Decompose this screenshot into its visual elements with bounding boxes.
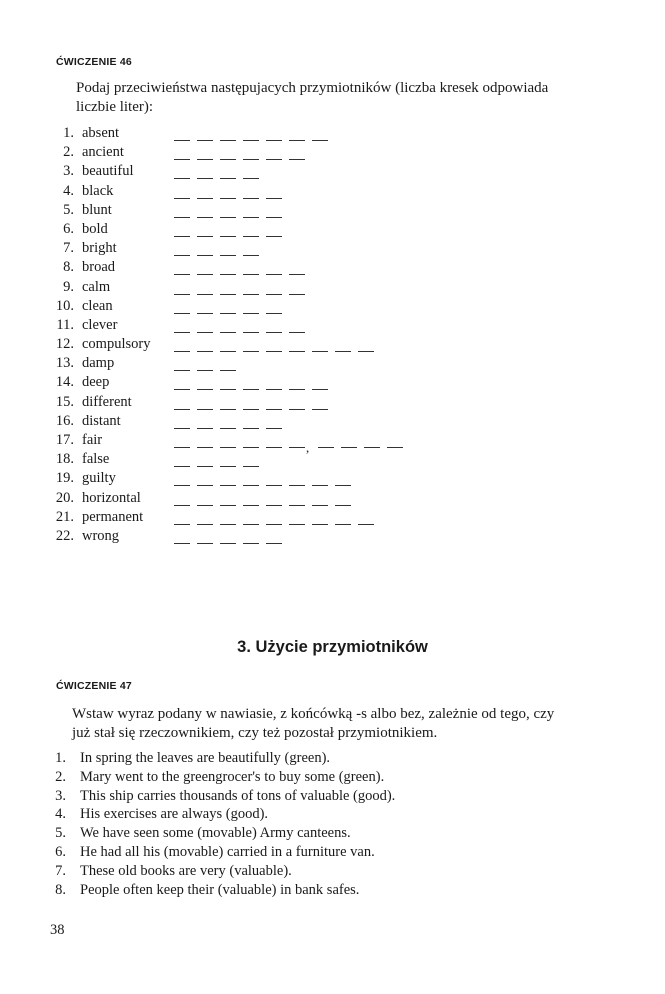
letter-blank — [266, 389, 282, 390]
letter-blank — [174, 140, 190, 141]
letter-blank — [266, 140, 282, 141]
sentence-text: People often keep their (valuable) in bank safes. — [80, 881, 360, 898]
letter-blank — [335, 505, 351, 506]
letter-blank — [174, 370, 190, 371]
answer-blanks — [174, 271, 312, 275]
letter-blank — [243, 351, 259, 352]
letter-blank — [358, 351, 374, 352]
letter-blank — [266, 236, 282, 237]
letter-blank — [243, 217, 259, 218]
letter-blank — [220, 370, 236, 371]
sentence-number: 4. — [55, 806, 66, 823]
letter-blank — [174, 543, 190, 544]
letter-blank — [174, 409, 190, 410]
sentence-text: We have seen some (movable) Army canteens. — [80, 825, 351, 842]
letter-blank — [289, 485, 305, 486]
letter-blank — [266, 332, 282, 333]
item-word: bold — [82, 220, 108, 237]
item-number: 16. — [55, 412, 74, 429]
answer-blanks — [174, 195, 289, 199]
letter-blank — [289, 389, 305, 390]
letter-blank — [220, 294, 236, 295]
letter-blank — [243, 178, 259, 179]
letter-blank — [197, 332, 213, 333]
answer-blanks — [174, 463, 266, 467]
letter-blank — [289, 447, 305, 448]
item-word: calm — [82, 278, 111, 295]
answer-blanks — [174, 540, 289, 544]
letter-blank — [174, 294, 190, 295]
letter-blank — [220, 236, 236, 237]
letter-blank — [266, 543, 282, 544]
letter-blank — [289, 140, 305, 141]
letter-blank — [341, 447, 357, 448]
sentence-text: He had all his (movable) carried in a furniture van. — [80, 843, 375, 860]
letter-blank — [174, 198, 190, 199]
answer-blanks — [174, 233, 289, 237]
instruction-line-1: Podaj przeciwieństwa następujacych przymiotników (liczba kresek odpowiada — [76, 80, 549, 96]
letter-blank — [289, 274, 305, 275]
letter-blank — [197, 524, 213, 525]
letter-blank — [220, 466, 236, 467]
letter-blank — [220, 524, 236, 525]
letter-blank — [197, 485, 213, 486]
letter-blank — [220, 485, 236, 486]
instruction-line-2: liczbie liter): — [76, 99, 154, 115]
letter-blank — [174, 524, 190, 525]
letter-blank — [220, 313, 236, 314]
letter-blank — [243, 466, 259, 467]
sentence-text: These old books are very (valuable). — [80, 862, 292, 879]
letter-blank — [174, 274, 190, 275]
item-number: 4. — [63, 182, 74, 199]
sentence-number: 3. — [55, 787, 66, 804]
item-word: permanent — [82, 508, 144, 525]
letter-blank — [289, 332, 305, 333]
letter-blank — [266, 428, 282, 429]
letter-blank — [197, 159, 213, 160]
letter-blank — [335, 485, 351, 486]
letter-blank — [197, 428, 213, 429]
answer-blanks — [174, 214, 289, 218]
letter-blank — [174, 236, 190, 237]
sentence-number: 2. — [55, 768, 66, 785]
letter-blank — [243, 332, 259, 333]
answer-blanks — [174, 329, 312, 333]
letter-blank — [387, 447, 403, 448]
letter-blank — [174, 447, 190, 448]
section-title: 3. Użycie przymiotników — [237, 638, 428, 656]
answer-blanks — [174, 291, 312, 295]
item-word: wrong — [82, 527, 120, 544]
instruction-line-2: już stał się rzeczownikiem, czy też pozostał przymiotnikiem. — [72, 725, 438, 741]
sentence-number: 6. — [55, 843, 66, 860]
sentence-number: 5. — [55, 825, 66, 842]
letter-blank — [197, 543, 213, 544]
item-number: 7. — [63, 240, 74, 257]
sentence-text: Mary went to the greengrocer's to buy some (green). — [80, 768, 385, 785]
letter-blank — [312, 409, 328, 410]
sentence-number: 8. — [55, 881, 66, 898]
letter-blank — [318, 447, 334, 448]
answer-blanks — [174, 482, 358, 486]
exercise-47-label: ĆWICZENIE 47 — [56, 680, 132, 692]
letter-blank — [266, 217, 282, 218]
letter-blank — [197, 274, 213, 275]
item-number: 19. — [55, 470, 74, 487]
letter-blank — [266, 351, 282, 352]
letter-blank — [174, 159, 190, 160]
sentence-text: This ship carries thousands of tons of valuable (good). — [80, 787, 396, 804]
item-word: horizontal — [82, 489, 141, 506]
item-word: absent — [82, 125, 120, 141]
letter-blank — [197, 255, 213, 256]
item-word: black — [82, 182, 114, 199]
letter-blank — [220, 159, 236, 160]
letter-blank — [266, 159, 282, 160]
letter-blank — [243, 485, 259, 486]
item-word: ancient — [82, 144, 124, 161]
letter-blank — [335, 351, 351, 352]
item-word: broad — [82, 259, 116, 276]
answer-blanks — [174, 310, 289, 314]
item-number: 2. — [63, 144, 74, 161]
letter-blank — [174, 389, 190, 390]
item-word: clean — [82, 297, 113, 314]
item-number: 13. — [55, 355, 74, 372]
comma-separator: , — [306, 440, 310, 455]
letter-blank — [266, 274, 282, 275]
letter-blank — [266, 485, 282, 486]
sentence-number: 7. — [55, 862, 66, 879]
letter-blank — [174, 178, 190, 179]
answer-blanks — [174, 137, 335, 141]
item-word: fair — [82, 432, 103, 448]
item-word: damp — [82, 355, 115, 372]
letter-blank — [220, 217, 236, 218]
letter-blank — [220, 140, 236, 141]
letter-blank — [197, 178, 213, 179]
letter-blank — [220, 274, 236, 275]
letter-blank — [197, 294, 213, 295]
letter-blank — [289, 351, 305, 352]
item-number: 10. — [55, 297, 74, 314]
letter-blank — [312, 351, 328, 352]
letter-blank — [312, 140, 328, 141]
letter-blank — [174, 505, 190, 506]
letter-blank — [266, 524, 282, 525]
exercise-46-instruction — [76, 79, 548, 117]
item-word: deep — [82, 374, 110, 391]
answer-blanks — [174, 440, 410, 455]
letter-blank — [312, 389, 328, 390]
letter-blank — [197, 409, 213, 410]
letter-blank — [335, 524, 351, 525]
item-word: different — [82, 393, 132, 410]
letter-blank — [243, 313, 259, 314]
answer-blanks — [174, 425, 289, 429]
item-number: 18. — [55, 451, 74, 468]
item-number: 3. — [63, 163, 74, 180]
item-word: clever — [82, 316, 118, 333]
letter-blank — [266, 198, 282, 199]
letter-blank — [174, 255, 190, 256]
letter-blank — [243, 255, 259, 256]
instruction-line-1: Wstaw wyraz podany w nawiasie, z końcówką -s albo bez, zależnie od tego, czy — [72, 706, 555, 722]
letter-blank — [220, 428, 236, 429]
item-word: beautiful — [82, 163, 134, 180]
letter-blank — [197, 313, 213, 314]
letter-blank — [197, 217, 213, 218]
answer-blanks — [174, 175, 266, 179]
letter-blank — [364, 447, 380, 448]
letter-blank — [289, 505, 305, 506]
letter-blank — [220, 389, 236, 390]
letter-blank — [220, 447, 236, 448]
item-number: 14. — [55, 374, 74, 391]
letter-blank — [312, 524, 328, 525]
item-number: 20. — [55, 489, 74, 506]
letter-blank — [220, 543, 236, 544]
letter-blank — [243, 274, 259, 275]
letter-blank — [220, 178, 236, 179]
letter-blank — [220, 332, 236, 333]
letter-blank — [243, 524, 259, 525]
item-number: 8. — [63, 259, 74, 276]
item-number: 15. — [55, 393, 74, 410]
letter-blank — [266, 447, 282, 448]
item-number: 11. — [56, 316, 74, 333]
letter-blank — [197, 389, 213, 390]
sentence-text: His exercises are always (good). — [80, 806, 269, 823]
answer-blanks — [174, 386, 335, 390]
answer-blanks — [174, 502, 358, 506]
letter-blank — [289, 294, 305, 295]
letter-blank — [197, 351, 213, 352]
item-number: 17. — [55, 432, 74, 448]
item-word: false — [82, 451, 110, 468]
item-number: 5. — [63, 201, 74, 218]
letter-blank — [358, 524, 374, 525]
letter-blank — [243, 198, 259, 199]
answer-blanks — [174, 348, 381, 352]
letter-blank — [266, 313, 282, 314]
letter-blank — [220, 351, 236, 352]
letter-blank — [266, 409, 282, 410]
letter-blank — [243, 505, 259, 506]
letter-blank — [197, 505, 213, 506]
letter-blank — [220, 255, 236, 256]
letter-blank — [174, 332, 190, 333]
letter-blank — [174, 466, 190, 467]
letter-blank — [197, 466, 213, 467]
letter-blank — [174, 217, 190, 218]
exercise-46-label: ĆWICZENIE 46 — [56, 56, 132, 68]
answer-blanks — [174, 156, 312, 160]
letter-blank — [289, 159, 305, 160]
answer-blanks — [174, 521, 381, 525]
letter-blank — [243, 159, 259, 160]
letter-blank — [243, 140, 259, 141]
item-word: distant — [82, 412, 121, 429]
letter-blank — [174, 428, 190, 429]
letter-blank — [197, 198, 213, 199]
letter-blank — [243, 236, 259, 237]
sentence-number: 1. — [55, 750, 66, 766]
item-number: 22. — [55, 527, 74, 544]
item-word: blunt — [82, 201, 112, 218]
item-word: compulsory — [82, 336, 151, 353]
item-number: 21. — [55, 508, 74, 525]
letter-blank — [197, 236, 213, 237]
letter-blank — [243, 294, 259, 295]
letter-blank — [289, 409, 305, 410]
letter-blank — [243, 447, 259, 448]
letter-blank — [174, 313, 190, 314]
letter-blank — [174, 351, 190, 352]
letter-blank — [243, 409, 259, 410]
letter-blank — [220, 505, 236, 506]
exercise-47-instruction — [72, 705, 554, 743]
letter-blank — [243, 543, 259, 544]
letter-blank — [312, 485, 328, 486]
item-number: 12. — [55, 336, 74, 353]
item-word: guilty — [82, 470, 116, 487]
item-word: bright — [82, 240, 117, 257]
item-number: 9. — [63, 278, 74, 295]
answer-blanks — [174, 252, 266, 256]
letter-blank — [197, 140, 213, 141]
answer-blanks — [174, 367, 243, 371]
letter-blank — [266, 505, 282, 506]
letter-blank — [312, 505, 328, 506]
letter-blank — [289, 524, 305, 525]
letter-blank — [266, 294, 282, 295]
item-number: 1. — [63, 125, 74, 141]
letter-blank — [243, 428, 259, 429]
sentence-text: In spring the leaves are beautifully (green). — [80, 750, 331, 766]
letter-blank — [243, 389, 259, 390]
letter-blank — [197, 370, 213, 371]
letter-blank — [220, 198, 236, 199]
page-number: 38 — [50, 922, 65, 938]
answer-blanks — [174, 406, 335, 410]
letter-blank — [174, 485, 190, 486]
item-number: 6. — [63, 220, 74, 237]
letter-blank — [220, 409, 236, 410]
letter-blank — [197, 447, 213, 448]
